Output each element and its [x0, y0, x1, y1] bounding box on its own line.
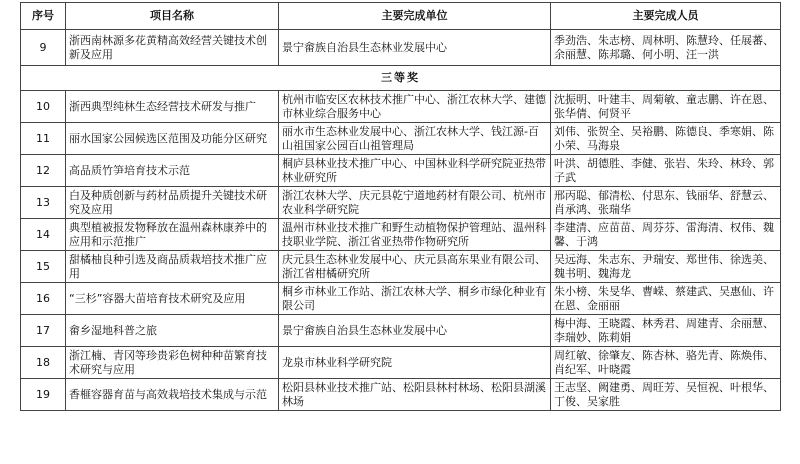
row-index: 15: [21, 251, 66, 283]
table-row: [21, 315, 781, 347]
header-index: 序号: [21, 3, 66, 30]
row-index: 17: [21, 315, 66, 347]
row-people: 李建清、应苗苗、周芬芬、雷海清、权伟、魏馨、于鸿: [551, 219, 781, 251]
row-project-name: 白及种质创新与药材品质提升关键技术研究及应用: [66, 187, 279, 219]
row-project-name: 畲乡湿地科普之旅: [66, 315, 279, 347]
row-index: 16: [21, 283, 66, 315]
table-row: [21, 123, 781, 155]
row-project-name: 香榧容器育苗与高效栽培技术集成与示范: [66, 379, 279, 411]
row-project-name: 高品质竹笋培育技术示范: [66, 155, 279, 187]
table-row: [21, 347, 781, 379]
row-index: 18: [21, 347, 66, 379]
row-index: 13: [21, 187, 66, 219]
header-people: 主要完成人员: [551, 3, 781, 30]
table-row: [21, 379, 781, 411]
row-people: 吴远海、朱志东、尹瑞安、郑世伟、徐选美、魏书明、魏海龙: [551, 251, 781, 283]
row-project-name: 浙西南林源多花黄精高效经营关键技术创新及应用: [66, 30, 279, 66]
row-index: 10: [21, 91, 66, 123]
row-index: 12: [21, 155, 66, 187]
row-project-name: 典型植被报发物释放在温州森林康养中的应用和示范推广: [66, 219, 279, 251]
table-row: [21, 283, 781, 315]
row-people: 梅中海、王晓霞、林秀君、周建青、余丽慧、李瑞妙、陈莉娟: [551, 315, 781, 347]
row-people: 沈振明、叶建丰、周菊敏、童志鹏、许在恩、张华倩、何贤平: [551, 91, 781, 123]
header-project-name: 项目名称: [66, 3, 279, 30]
row-people: 刘伟、张贺全、吴裕鹏、陈德良、季寒娟、陈小荣、马海泉: [551, 123, 781, 155]
row-project-name: 浙西典型纯林生态经营技术研发与推广: [66, 91, 279, 123]
row-people: 朱小榜、朱旻华、曹嵘、蔡建武、吴惠仙、许在恩、金丽丽: [551, 283, 781, 315]
table-row: [21, 91, 781, 123]
row-unit: 庆元县生态林业发展中心、庆元县高东果业有限公司、浙江省柑橘研究所: [279, 251, 551, 283]
header-unit: 主要完成单位: [279, 3, 551, 30]
row-unit: 桐乡市林业工作站、浙江农林大学、桐乡市绿化种业有限公司: [279, 283, 551, 315]
row-unit: 景宁畲族自治县生态林业发展中心: [279, 315, 551, 347]
row-people: 邢丙聪、郁清松、付思东、钱丽华、舒慧云、肖承鸿、张瑞华: [551, 187, 781, 219]
row-unit: 温州市林业技术推广和野生动植物保护管理站、温州科技职业学院、浙江省亚热带作物研究所: [279, 219, 551, 251]
row-index: 11: [21, 123, 66, 155]
row-unit: 浙江农林大学、庆元县乾宁道地药材有限公司、杭州市农业科学研究院: [279, 187, 551, 219]
row-index: 14: [21, 219, 66, 251]
row-project-name: 甜橘柚良种引选及商品质栽培技术推广应用: [66, 251, 279, 283]
row-unit: 龙泉市林业科学研究院: [279, 347, 551, 379]
awards-table: [20, 2, 781, 411]
table-row: [21, 187, 781, 219]
section-title: 三等奖: [21, 66, 781, 91]
table-row: [21, 251, 781, 283]
row-people: 王志坚、阙建勇、周旺芳、吴恒祝、叶根华、丁俊、吴家胜: [551, 379, 781, 411]
row-people: 季劲浩、朱志榜、周林明、陈慧玲、任展蕃、余丽慧、陈邦璐、何小明、汪一洪: [551, 30, 781, 66]
row-unit: 松阳县林业技术推广站、松阳县林村林场、松阳县湖溪林场: [279, 379, 551, 411]
row-project-name: 浙江楠、青冈等珍贵彩色树种种苗繁育技术研究与应用: [66, 347, 279, 379]
table-row: [21, 219, 781, 251]
row-unit: 杭州市临安区农林技术推广中心、浙江农林大学、建德市林业综合服务中心: [279, 91, 551, 123]
row-index: 9: [21, 30, 66, 66]
row-people: 叶洪、胡德胜、李健、张岩、朱玲、林玲、郭子武: [551, 155, 781, 187]
row-index: 19: [21, 379, 66, 411]
row-project-name: 丽水国家公园候选区范围及功能分区研究: [66, 123, 279, 155]
table-header-row: [21, 3, 781, 30]
row-unit: 景宁畲族自治县生态林业发展中心: [279, 30, 551, 66]
row-people: 周红敏、徐肇友、陈杏林、骆先青、陈焕伟、肖纪军、叶晓霞: [551, 347, 781, 379]
table-row: [21, 30, 781, 66]
section-row: [21, 66, 781, 91]
row-project-name: “三杉”容器大苗培育技术研究及应用: [66, 283, 279, 315]
row-unit: 桐庐县林业技术推广中心、中国林业科学研究院亚热带林业研究所: [279, 155, 551, 187]
table-row: [21, 155, 781, 187]
row-unit: 丽水市生态林业发展中心、浙江农林大学、钱江源-百山祖国家公园百山祖管理局: [279, 123, 551, 155]
